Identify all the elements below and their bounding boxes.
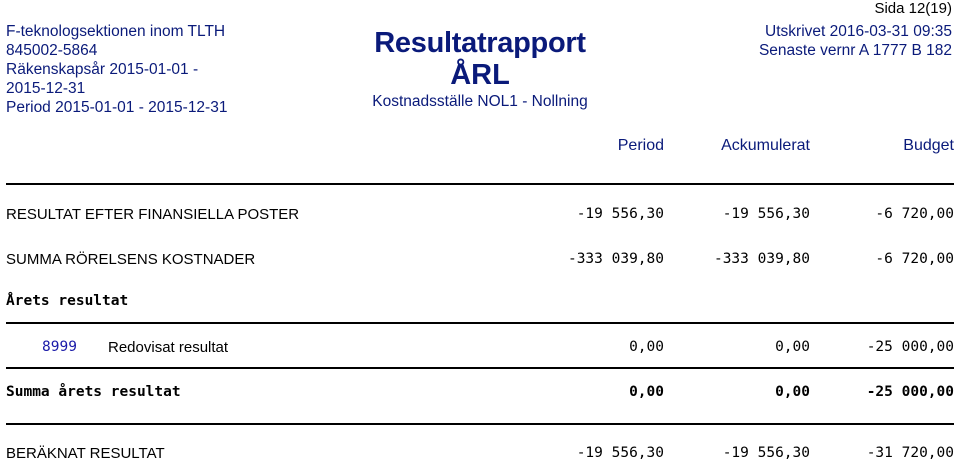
row-label-calculated-result: BERÄKNAT RESULTAT: [6, 445, 165, 462]
report-subtitle: ÅRL: [450, 59, 510, 91]
divider: [6, 322, 954, 324]
divider: [6, 367, 954, 369]
value-budget: -6 720,00: [875, 251, 954, 267]
value-budget: -25 000,00: [866, 339, 954, 355]
divider: [6, 183, 954, 185]
value-period: 0,00: [629, 384, 664, 400]
fiscal-year: Räkenskapsår 2015-01-01 -: [6, 61, 199, 78]
report-heading: [352, 26, 608, 112]
row-label-financial-result: RESULTAT EFTER FINANSIELLA POSTER: [6, 206, 300, 223]
value-budget: -31 720,00: [866, 445, 954, 461]
value-period: -19 556,30: [576, 206, 664, 222]
value-period: -333 039,80: [567, 251, 664, 267]
value-period: -19 556,30: [576, 445, 664, 461]
print-info: [759, 22, 952, 60]
value-accumulated: -333 039,80: [713, 251, 810, 267]
value-budget: -25 000,00: [866, 384, 954, 400]
page-number: Sida 12(19): [874, 0, 952, 17]
value-accumulated: -19 556,30: [722, 206, 810, 222]
value-budget: -6 720,00: [875, 206, 954, 222]
value-accumulated: -19 556,30: [722, 445, 810, 461]
org-number: 845002-5864: [6, 42, 98, 59]
report-period: Period 2015-01-01 - 2015-12-31: [6, 99, 228, 116]
cost-center: Kostnadsställe NOL1 - Nollning: [372, 93, 588, 110]
column-header-budget: Budget: [903, 137, 954, 154]
column-header-period: Period: [617, 137, 664, 154]
account-number: 8999: [42, 339, 77, 355]
printed-timestamp: Utskrivet 2016-03-31 09:35: [765, 23, 952, 40]
account-name: Redovisat resultat: [108, 339, 229, 356]
report-title: Resultatrapport: [374, 27, 586, 59]
company-name: F-teknologsektionen inom TLTH: [6, 23, 226, 40]
company-info: [6, 22, 227, 117]
row-label-year-result-sum: Summa årets resultat: [6, 384, 181, 400]
row-label-operating-costs: SUMMA RÖRELSENS KOSTNADER: [6, 251, 256, 268]
fiscal-year-end: 2015-12-31: [6, 80, 86, 97]
value-accumulated: 0,00: [775, 339, 810, 355]
divider: [6, 423, 954, 425]
section-heading-year-result: Årets resultat: [6, 293, 129, 309]
value-accumulated: 0,00: [775, 384, 810, 400]
last-voucher-number: Senaste vernr A 1777 B 182: [758, 42, 952, 59]
column-header-accumulated: Ackumulerat: [721, 137, 810, 154]
value-period: 0,00: [629, 339, 664, 355]
